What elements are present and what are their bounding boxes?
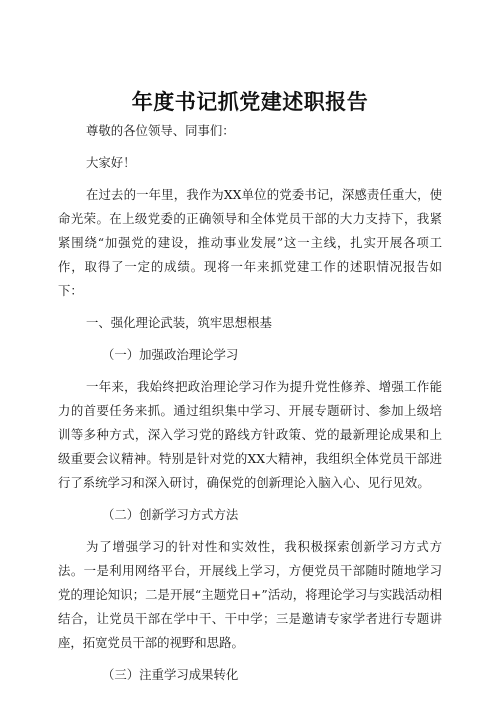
body-paragraph-2: 为了增强学习的针对性和实效性，我积极探索创新学习方式方法。一是利用网络平台，开展线上学习，方便党员干部随时随地学习党的理论知识；二是开展“主题党日+”活动，将理论学习与实践活动相结合，让党员干部在学中干、干中学；三是邀请专家学者进行专题讲座，拓宽党员干部的视野和思路。 [58, 539, 442, 650]
section-heading-1: 一、强化理论武装，筑牢思想根基 [86, 315, 272, 330]
subsection-heading-2: （二）创新学习方式方法 [102, 507, 239, 522]
body-paragraph-1: 一年来，我始终把政治理论学习作为提升党性修养、增强工作能力的首要任务来抓。通过组织集中学习、开展专题研讨、参加上级培训等多种方式，深入学习党的路线方针政策、党的最新理论成果和上级重要会议精神。特别是针对党的XX大精神，我组织全体党员干部进行了系统学习和深入研讨，确保党的创新理论入脑入心、见行见效。 [58, 379, 442, 490]
document-title: 年度书记抓党建述职报告 [131, 90, 369, 114]
subsection-heading-1: （一）加强政治理论学习 [102, 347, 239, 362]
document-body [58, 119, 442, 695]
subsection-heading-3: （三）注重学习成果转化 [102, 667, 239, 682]
greeting: 大家好！ [86, 155, 136, 170]
intro-paragraph: 在过去的一年里，我作为XX单位的党委书记，深感责任重大，使命光荣。在上级党委的正确领导和全体党员干部的大力支持下，我紧紧围绕“加强党的建设，推动事业发展”这一主线，扎实开展各项工作，取得了一定的成绩。现将一年来抓党建工作的述职情况报告如下： [58, 187, 442, 298]
salutation: 尊敬的各位领导、同事们： [86, 123, 235, 138]
